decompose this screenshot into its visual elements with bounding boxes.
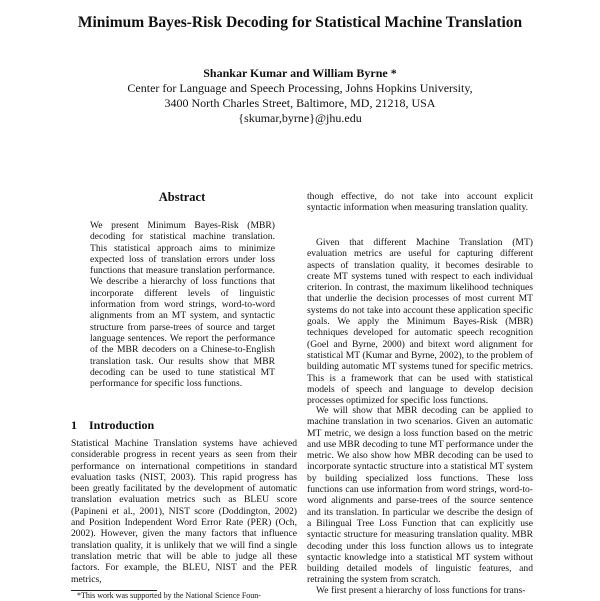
section-number: 1 (71, 418, 77, 432)
introduction-paragraph: Statistical Machine Translation systems have achieved considerable progress in recent years as seen from their performance on international competitions in standard evaluation tasks (NIST, 2003). This rapid progress has been greatly facilitated by the development of automatic translation evaluation metrics such as BLEU score (Papineni et al., 2001), NIST score (Doddington, 2002) and Position Independent Word Error Rate (PER) (Och, 2002). However, given the many factors that influence translation quality, it is unlikely that we will find a single translation metric that will be able to judge all these factors. For example, the BLEU, NIST and the PER metrics, (71, 438, 297, 585)
affiliation-line-1: Center for Language and Speech Processing, Johns Hopkins University, (127, 81, 473, 95)
section-title: Introduction (89, 418, 155, 432)
abstract-heading: Abstract (158, 190, 206, 204)
section-heading-introduction (71, 418, 154, 433)
author-emails: {skumar,byrne}@jhu.edu (238, 111, 362, 125)
paragraph-text: We first present a hierarchy of loss functions for trans- (316, 585, 526, 596)
paragraph-text: though effective, do not take into account explicit syntactic information when measuring translation quality. (307, 191, 533, 214)
paper-title: Minimum Bayes-Risk Decoding for Statistical Machine Translation (77, 14, 523, 31)
introduction-body (71, 438, 297, 585)
abstract-body (90, 220, 275, 389)
right-column-paragraph-4 (307, 585, 533, 596)
right-column-paragraph-1 (307, 191, 533, 214)
right-column-paragraph-3 (307, 405, 533, 586)
footnote: *This work was supported by the National Science Foun- (77, 591, 261, 600)
affiliation-line-2: 3400 North Charles Street, Baltimore, MD, 21218, USA (164, 96, 436, 110)
abstract-text: We present Minimum Bayes-Risk (MBR) decoding for statistical machine translation. This statistical approach aims to minimize expected loss of translation errors under loss functions that measure translation performance. We describe a hierarchy of loss functions that incorporate different levels of linguistic information from word strings, word-to-word alignments from an MT system, and syntactic structure from parse-trees of source and target language sentences. We report the performance of the MBR decoders on a Chinese-to-English translation task. Our results show that MBR decoding can be used to tune statistical MT performance for specific loss functions. (90, 220, 275, 390)
paragraph-text: Given that different Machine Translation (MT) evaluation metrics are useful for capturing different aspects of translation quality, it becomes desirable to create MT systems tuned with respect to each individual criterion. In contrast, the maximum likelihood techniques that underlie the decision processes of most current MT systems do not take into account these application specific goals. We apply the Minimum Bayes-Risk (MBR) techniques developed for automatic speech recognition (Goel and Byrne, 2000) and bitext word alignment for statistical MT (Kumar and Byrne, 2002), to the problem of building automatic MT systems tuned for specific metrics. This is a framework that can be used with statistical models of speech and language to develop decision processes optimized for specific loss functions. (307, 237, 533, 407)
author-names: Shankar Kumar and William Byrne * (203, 66, 397, 80)
right-column-paragraph-2 (307, 237, 533, 406)
paragraph-text: We will show that MBR decoding can be applied to machine translation in two scenarios. Given an automatic MT metric, we design a loss function based on the metric and use MBR decoding to tune MT performance under the metric. We also show how MBR decoding can be used to incorporate syntactic structure into a statistical MT system by building specialized loss functions. These loss functions can use information from word strings, word-to-word alignments and parse-trees of the source sentence and its translation. In particular we describe the design of a Bilingual Tree Loss Function that can explicitly use syntactic structure for measuring translation quality. MBR decoding under this loss function allows us to integrate syntactic knowledge into a statistical MT system without building detailed models of linguistic features, and retraining the system from scratch. (307, 405, 533, 586)
